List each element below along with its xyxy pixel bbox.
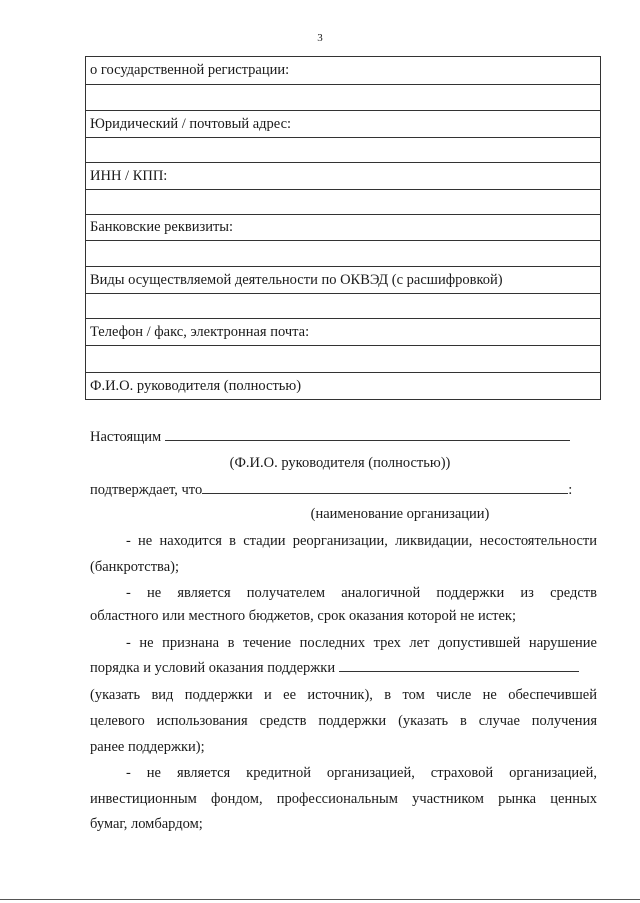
item3-line3: (указать вид поддержки и ее источник), в том числе не обеспечившей bbox=[90, 687, 597, 703]
item2-line1: - не является получателем аналогичной поддержки из средств bbox=[126, 585, 597, 601]
table-row bbox=[86, 163, 601, 190]
item3-line4: целевого использования средств поддержки (указать в случае получения bbox=[90, 713, 597, 729]
declaration-confirm-line bbox=[90, 481, 597, 499]
support-type-blank[interactable] bbox=[339, 671, 579, 672]
table-row bbox=[86, 346, 601, 373]
row-state-registration: о государственной регистрации: bbox=[86, 57, 601, 85]
table-row bbox=[86, 319, 601, 346]
page-number: 3 bbox=[317, 32, 323, 44]
item3-line5: ранее поддержки); bbox=[90, 739, 205, 755]
row-inn-kpp: ИНН / КПП: bbox=[86, 163, 601, 190]
table-row bbox=[86, 267, 601, 294]
declaration-lead-line bbox=[90, 428, 597, 446]
table-row bbox=[86, 138, 601, 163]
director-name-hint: (Ф.И.О. руководителя (полностью)) bbox=[229, 455, 451, 471]
director-name-blank[interactable] bbox=[165, 440, 570, 441]
table-row bbox=[86, 111, 601, 138]
table-row bbox=[86, 85, 601, 111]
row-legal-address: Юридический / почтовый адрес: bbox=[86, 111, 601, 138]
item4-line3: бумаг, ломбардом; bbox=[90, 816, 203, 832]
blank-field[interactable] bbox=[86, 138, 601, 163]
row-director-name: Ф.И.О. руководителя (полностью) bbox=[86, 373, 601, 400]
blank-field[interactable] bbox=[86, 190, 601, 215]
confirms-text: подтверждает, что bbox=[90, 482, 203, 498]
row-okved-activity: Виды осуществляемой деятельности по ОКВЭД (с расшифровкой) bbox=[86, 267, 601, 294]
item1-line1: - не находится в стадии реорганизации, ликвидации, несостоятельности bbox=[126, 533, 597, 549]
row-contacts: Телефон / факс, электронная почта: bbox=[86, 319, 601, 346]
item1-line2: (банкротства); bbox=[90, 559, 179, 575]
table-row bbox=[86, 373, 601, 400]
blank-field[interactable] bbox=[86, 85, 601, 111]
lead-word: Настоящим bbox=[90, 429, 162, 445]
item3-line2-row bbox=[90, 659, 597, 677]
organization-name-blank[interactable] bbox=[202, 493, 568, 494]
table-row bbox=[86, 57, 601, 85]
table-row bbox=[86, 215, 601, 241]
blank-field[interactable] bbox=[86, 346, 601, 373]
bottom-edge-rule bbox=[0, 899, 640, 900]
organization-info-table bbox=[85, 56, 601, 400]
table-row bbox=[86, 241, 601, 267]
item3-line2: порядка и условий оказания поддержки bbox=[90, 660, 336, 676]
blank-field[interactable] bbox=[86, 241, 601, 267]
item3-line1: - не признана в течение последних трех лет допустившей нарушение bbox=[126, 635, 597, 651]
table-row bbox=[86, 294, 601, 319]
item2-line2: областного или местного бюджетов, срок оказания которой не истек; bbox=[90, 608, 516, 624]
row-bank-details: Банковские реквизиты: bbox=[86, 215, 601, 241]
organization-name-hint: (наименование организации) bbox=[310, 506, 490, 522]
blank-field[interactable] bbox=[86, 294, 601, 319]
confirm-colon: : bbox=[568, 482, 573, 498]
table-row bbox=[86, 190, 601, 215]
item4-line1: - не является кредитной организацией, страховой организацией, bbox=[126, 765, 597, 781]
item4-line2: инвестиционным фондом, профессиональным участником рынка ценных bbox=[90, 791, 597, 807]
